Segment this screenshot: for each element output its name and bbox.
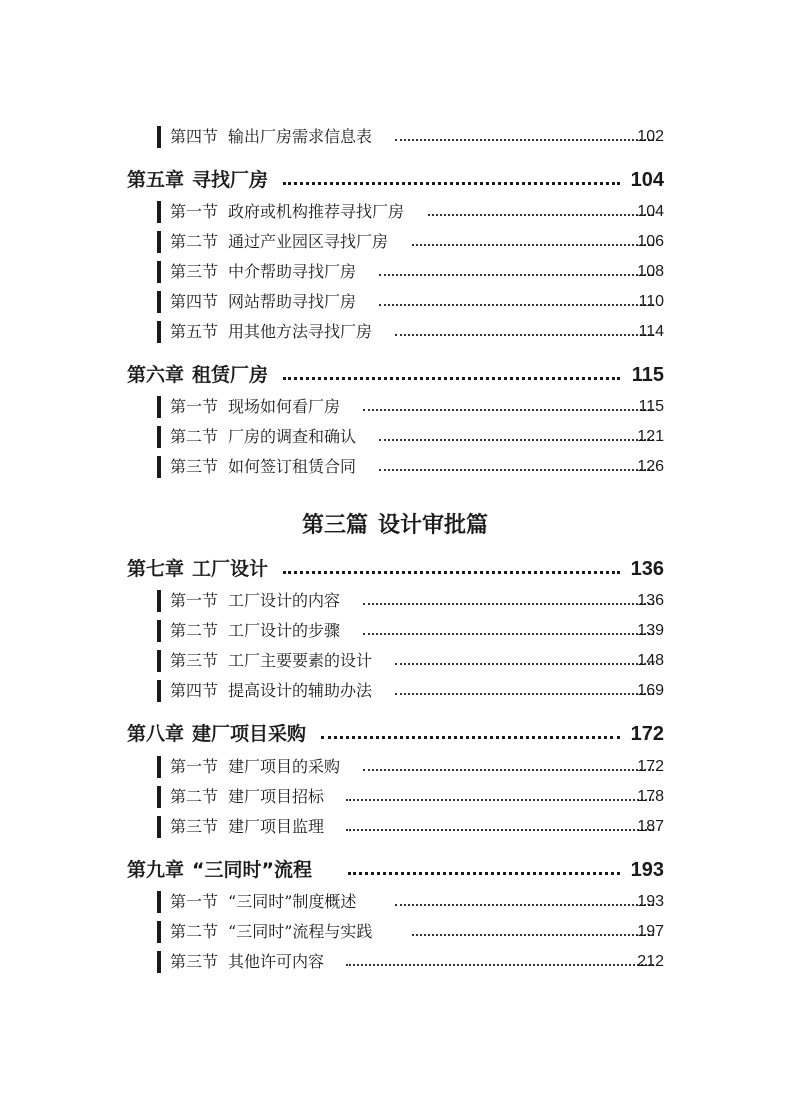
chapter-number: 第八章: [127, 723, 185, 745]
dot-leader: [346, 825, 654, 831]
section-title: 网站帮助寻找厂房: [228, 292, 357, 311]
toc-section[interactable]: [0, 947, 790, 977]
section-page: 110: [638, 293, 664, 310]
section-label: [170, 947, 324, 977]
section-page: 193: [637, 893, 664, 910]
section-page: 212: [637, 953, 664, 970]
toc-section[interactable]: [0, 227, 790, 257]
dot-leader: [346, 795, 654, 801]
dot-leader: [379, 465, 654, 471]
section-page: 172: [637, 758, 664, 775]
toc-section[interactable]: [0, 887, 790, 917]
part-title: 设计审批篇: [378, 513, 489, 538]
section-marker: [157, 891, 161, 913]
section-label: [170, 917, 372, 947]
section-page: 126: [637, 458, 664, 475]
section-marker: [157, 261, 161, 283]
chapter-number: 第六章: [127, 364, 185, 386]
chapter-label: [127, 552, 268, 586]
toc-section[interactable]: [0, 586, 790, 616]
section-title: 现场如何看厂房: [228, 397, 341, 416]
section-title: 工厂设计的步骤: [228, 621, 341, 640]
section-page: 136: [637, 592, 664, 609]
section-marker: [157, 590, 161, 612]
section-marker: [157, 620, 161, 642]
section-number: 第三节: [170, 651, 219, 670]
section-page: 108: [637, 263, 664, 280]
section-label: [170, 616, 340, 646]
section-label: [170, 392, 340, 422]
section-number: 第二节: [170, 232, 219, 251]
chapter-title: 工厂设计: [192, 558, 269, 580]
toc-chapter[interactable]: [0, 717, 790, 751]
section-marker: [157, 786, 161, 808]
toc-section[interactable]: [0, 676, 790, 706]
toc-section[interactable]: [0, 917, 790, 947]
section-page: 121: [637, 428, 664, 445]
toc-chapter[interactable]: [0, 163, 790, 197]
part-heading[interactable]: [0, 508, 790, 544]
section-marker: [157, 456, 161, 478]
section-label: [170, 227, 388, 257]
section-marker: [157, 396, 161, 418]
section-label: [170, 887, 356, 917]
section-title: 工厂设计的内容: [228, 591, 341, 610]
section-page: 187: [637, 818, 664, 835]
section-title: 中介帮助寻找厂房: [228, 262, 357, 281]
dot-leader: [363, 765, 654, 771]
section-title: 政府或机构推荐寻找厂房: [228, 202, 405, 221]
dot-leader: [321, 732, 620, 739]
section-label: [170, 782, 324, 812]
section-title: 用其他方法寻找厂房: [228, 322, 373, 341]
section-number: 第一节: [170, 397, 219, 416]
toc-section[interactable]: [0, 422, 790, 452]
dot-leader: [346, 960, 654, 966]
section-title: 输出厂房需求信息表: [228, 127, 373, 146]
dot-leader: [283, 567, 620, 574]
toc-chapter[interactable]: [0, 358, 790, 392]
section-label: [170, 586, 340, 616]
section-title: 建厂项目的采购: [228, 757, 341, 776]
section-marker: [157, 321, 161, 343]
section-number: 第三节: [170, 952, 219, 971]
section-number: 第四节: [170, 292, 219, 311]
section-number: 第四节: [170, 681, 219, 700]
section-number: 第三节: [170, 457, 219, 476]
section-label: [170, 317, 372, 347]
chapter-label: [127, 717, 306, 751]
chapter-title: “三同时”流程: [192, 859, 312, 881]
section-marker: [157, 951, 161, 973]
toc-section[interactable]: [0, 812, 790, 842]
toc-section[interactable]: [0, 646, 790, 676]
section-label: [170, 287, 356, 317]
chapter-label: [127, 853, 312, 887]
section-number: 第二节: [170, 427, 219, 446]
section-label: [170, 676, 372, 706]
section-number: 第三节: [170, 817, 219, 836]
dot-leader: [412, 930, 654, 936]
section-number: 第五节: [170, 322, 219, 341]
section-label: [170, 452, 356, 482]
dot-leader: [283, 178, 620, 185]
section-label: [170, 812, 324, 842]
chapter-number: 第五章: [127, 169, 185, 191]
section-title: 其他许可内容: [228, 952, 325, 971]
chapter-label: [127, 163, 268, 197]
chapter-title: 寻找厂房: [192, 169, 269, 191]
dot-leader: [348, 868, 620, 875]
toc-section[interactable]: [0, 752, 790, 782]
toc-section[interactable]: [0, 257, 790, 287]
dot-leader: [395, 135, 654, 141]
dot-leader: [395, 900, 654, 906]
chapter-number: 第七章: [127, 558, 185, 580]
section-marker: [157, 921, 161, 943]
section-number: 第三节: [170, 262, 219, 281]
dot-leader: [428, 210, 654, 216]
chapter-label: [127, 358, 268, 392]
section-number: 第二节: [170, 787, 219, 806]
section-title: 提高设计的辅助办法: [228, 681, 373, 700]
dot-leader: [395, 689, 654, 695]
section-page: 197: [637, 923, 664, 940]
section-title: 工厂主要要素的设计: [228, 651, 373, 670]
toc-section[interactable]: [0, 392, 790, 422]
chapter-page: 115: [631, 364, 664, 386]
section-number: 第二节: [170, 922, 219, 941]
section-title: 建厂项目监理: [228, 817, 325, 836]
section-marker: [157, 201, 161, 223]
section-page: 114: [638, 323, 664, 340]
toc-section[interactable]: [0, 616, 790, 646]
section-marker: [157, 816, 161, 838]
section-marker: [157, 680, 161, 702]
dot-leader: [283, 373, 620, 380]
section-page: 169: [637, 682, 664, 699]
section-number: 第二节: [170, 621, 219, 640]
toc-section[interactable]: [0, 287, 790, 317]
section-number: 第一节: [170, 757, 219, 776]
section-title: 通过产业园区寻找厂房: [228, 232, 389, 251]
toc-section[interactable]: [0, 317, 790, 347]
section-marker: [157, 756, 161, 778]
toc-section[interactable]: [0, 782, 790, 812]
part-number: 第三篇: [301, 513, 368, 538]
section-page: 106: [637, 233, 664, 250]
section-marker: [157, 231, 161, 253]
section-title: “三同时”制度概述: [228, 892, 357, 911]
chapter-page: 136: [630, 558, 664, 580]
dot-leader: [412, 240, 654, 246]
toc-chapter[interactable]: [0, 552, 790, 586]
section-page: 115: [638, 398, 664, 415]
section-marker: [157, 650, 161, 672]
dot-leader: [363, 405, 654, 411]
section-number: 第一节: [170, 202, 219, 221]
section-page: 104: [637, 203, 664, 220]
dot-leader: [379, 300, 654, 306]
section-marker: [157, 426, 161, 448]
section-page: 139: [637, 622, 664, 639]
section-label: [170, 197, 404, 227]
section-page: 102: [637, 128, 664, 145]
chapter-title: 租赁厂房: [192, 364, 269, 386]
toc-section[interactable]: [0, 122, 790, 152]
section-label: [170, 646, 372, 676]
section-page: 148: [637, 652, 664, 669]
chapter-page: 193: [630, 859, 664, 881]
chapter-title: 建厂项目采购: [192, 723, 307, 745]
section-marker: [157, 291, 161, 313]
section-title: 厂房的调查和确认: [228, 427, 357, 446]
toc-section[interactable]: [0, 197, 790, 227]
section-marker: [157, 126, 161, 148]
section-number: 第一节: [170, 591, 219, 610]
toc-section[interactable]: [0, 452, 790, 482]
dot-leader: [379, 435, 654, 441]
section-title: 如何签订租赁合同: [228, 457, 357, 476]
section-label: [170, 122, 372, 152]
section-number: 第一节: [170, 892, 219, 911]
toc-chapter[interactable]: [0, 853, 790, 887]
section-title: “三同时”流程与实践: [228, 922, 373, 941]
section-title: 建厂项目招标: [228, 787, 325, 806]
chapter-number: 第九章: [127, 859, 185, 881]
dot-leader: [363, 629, 654, 635]
dot-leader: [395, 330, 654, 336]
section-label: [170, 752, 340, 782]
section-label: [170, 257, 356, 287]
dot-leader: [395, 659, 654, 665]
section-number: 第四节: [170, 127, 219, 146]
section-page: 178: [637, 788, 664, 805]
chapter-page: 172: [630, 723, 664, 745]
dot-leader: [363, 599, 654, 605]
chapter-page: 104: [630, 169, 664, 191]
section-label: [170, 422, 356, 452]
dot-leader: [379, 270, 654, 276]
